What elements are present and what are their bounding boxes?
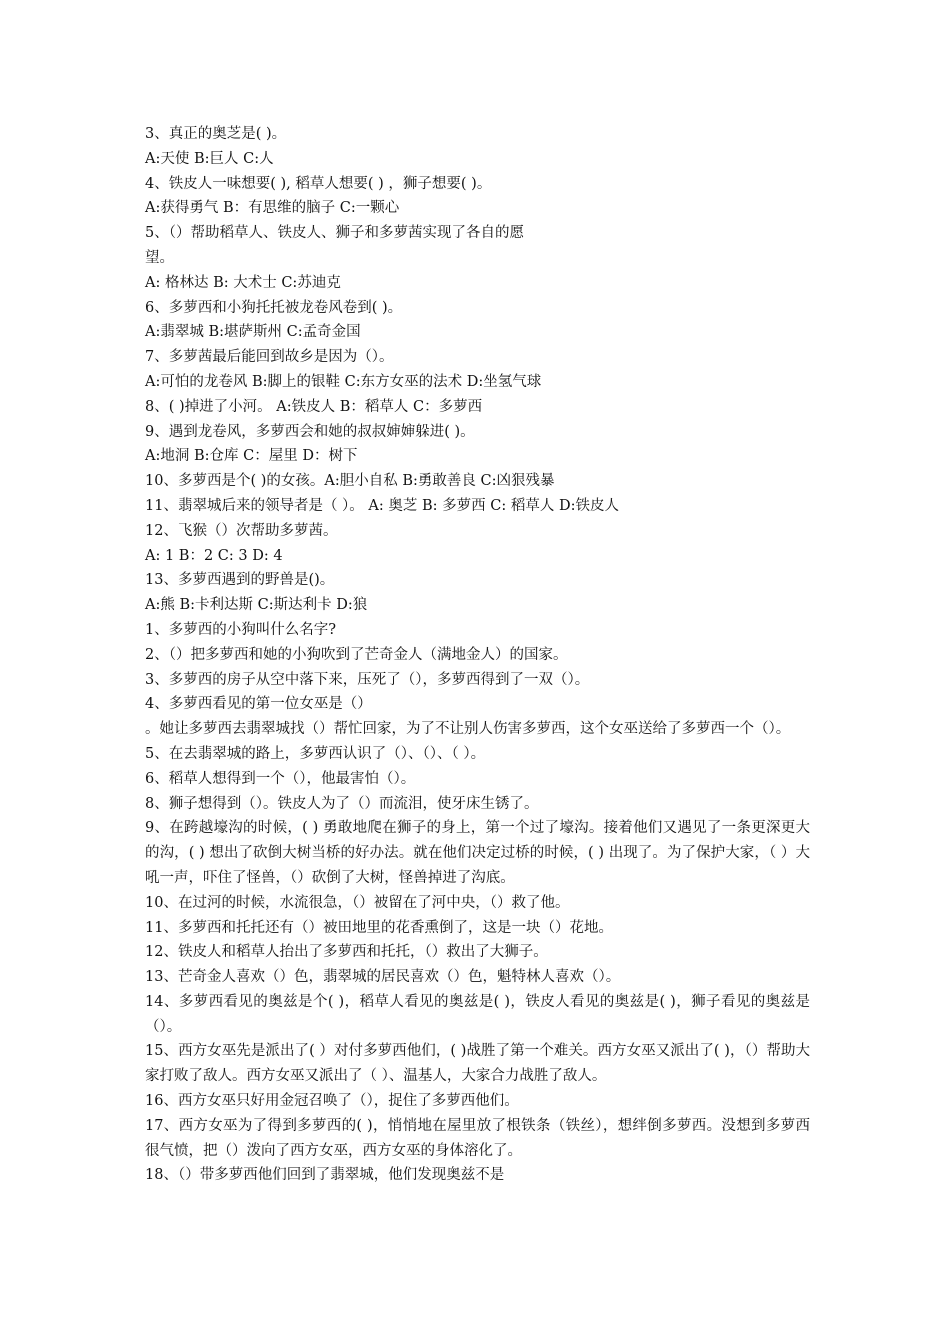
answer-options-line: A: 1 B：2 C: 3 D: 4 <box>145 547 283 564</box>
question-line: 3、真正的奥芝是( )。 <box>145 126 287 142</box>
fill-in-question: 5、在去翡翠城的路上，多萝西认识了（）、（）、（ ）。 <box>145 745 486 762</box>
fill-in-question: 1、多萝西的小狗叫什么名字? <box>145 621 336 638</box>
fill-in-question: 16、西方女巫只好用金冠召唤了（），捉住了多萝西他们。 <box>145 1093 519 1110</box>
question-line-continuation: 望。 <box>145 249 174 266</box>
fill-in-question: 4、多萝西看见的第一位女巫是（） <box>145 696 372 713</box>
question-line: 7、多萝茜最后能回到故乡是因为（）。 <box>145 349 394 366</box>
question-line: 8、( )掉进了小河。 A:铁皮人 B：稻草人 C：多萝西 <box>145 398 483 415</box>
fill-in-question: 12、铁皮人和稻草人抬出了多萝西和托托，（）救出了大狮子。 <box>145 944 548 961</box>
answer-options-line: A: 格林达 B: 大术士 C:苏迪克 <box>145 274 341 291</box>
answer-options-line: A:天使 B:巨人 C:人 <box>145 150 274 167</box>
fill-in-question: 15、西方女巫先是派出了( ）对付多萝西他们，( )战胜了第一个难关。西方女巫又派出了( )，（）帮助大家打败了敌人。西方女巫又派出了（ ）、温基人，大家合力战胜了敌人。 <box>145 1043 810 1085</box>
fill-in-question-continuation: 。她让多萝西去翡翠城找（）帮忙回家，为了不让别人伤害多萝西，这个女巫送给了多萝西一个（）。 <box>145 721 791 738</box>
document-body <box>145 122 810 1188</box>
question-line: 5、（）帮助稻草人、铁皮人、狮子和多萝茜实现了各自的愿 <box>145 225 524 242</box>
fill-in-question: 14、多萝西看见的奥兹是个( )，稻草人看见的奥兹是( )，铁皮人看见的奥兹是( )，狮子看见的奥兹是（）。 <box>145 993 810 1035</box>
fill-in-question: 9、在跨越壕沟的时候，( ) 勇敢地爬在狮子的身上，第一个过了壕沟。接着他们又遇见了一条更深更大的沟，( ) 想出了砍倒大树当桥的好办法。就在他们决定过桥的时候，( ) 出现了。为了保护大家，（ ）大吼一声，吓住了怪兽，（）砍倒了大树，怪兽掉进了沟底。 <box>145 820 810 886</box>
fill-in-question: 6、稻草人想得到一个（），他最害怕（）。 <box>145 770 416 787</box>
question-line: 10、多萝西是个( )的女孩。A:胆小自私 B:勇敢善良 C:凶狠残暴 <box>145 473 555 490</box>
question-line: 13、多萝西遇到的野兽是()。 <box>145 572 335 589</box>
answer-options-line: A:翡翠城 B:堪萨斯州 C:孟奇金国 <box>145 324 361 341</box>
fill-in-question: 17、西方女巫为了得到多萝西的( )，悄悄地在屋里放了根铁条（铁丝），想绊倒多萝西。没想到多萝西很气愤，把（）泼向了西方女巫，西方女巫的身体溶化了。 <box>145 1117 810 1159</box>
answer-options-line: A:地洞 B:仓库 C：屋里 D：树下 <box>145 448 358 465</box>
fill-in-question: 8、狮子想得到（）。铁皮人为了（）而流泪，使牙床生锈了。 <box>145 795 539 812</box>
question-line: 11、翡翠城后来的领导者是（ ）。 A: 奥芝 B: 多萝西 C: 稻草人 D:铁皮人 <box>145 497 619 514</box>
fill-in-question: 18、（）带多萝西他们回到了翡翠城，他们发现奥兹不是 <box>145 1167 505 1184</box>
fill-in-question: 11、多萝西和托托还有（）被田地里的花香熏倒了，这是一块（）花地。 <box>145 919 613 936</box>
fill-in-question: 2、（）把多萝西和她的小狗吹到了芒奇金人（满地金人）的国家。 <box>145 646 568 663</box>
question-line: 9、遇到龙卷风，多萝西会和她的叔叔婶婶躲进( )。 <box>145 423 475 440</box>
fill-in-question: 13、芒奇金人喜欢（）色，翡翠城的居民喜欢（）色，魁特林人喜欢（）。 <box>145 969 621 986</box>
answer-options-line: A:熊 B:卡利达斯 C:斯达利卡 D:狼 <box>145 597 368 614</box>
answer-options-line: A:获得勇气 B：有思维的脑子 C:一颗心 <box>145 200 400 217</box>
answer-options-line: A:可怕的龙卷风 B:脚上的银鞋 C:东方女巫的法术 D:坐氢气球 <box>145 373 542 390</box>
question-line: 12、飞猴（）次帮助多萝茜。 <box>145 522 338 539</box>
question-line: 4、铁皮人一味想要( ), 稻草人想要( ) ，狮子想要( )。 <box>145 175 492 192</box>
fill-in-question: 10、在过河的时候，水流很急，（）被留在了河中央，（）救了他。 <box>145 894 570 911</box>
question-line: 6、多萝西和小狗托托被龙卷风卷到( )。 <box>145 299 403 316</box>
fill-in-question: 3、多萝西的房子从空中落下来，压死了（），多萝西得到了一双（）。 <box>145 671 590 688</box>
